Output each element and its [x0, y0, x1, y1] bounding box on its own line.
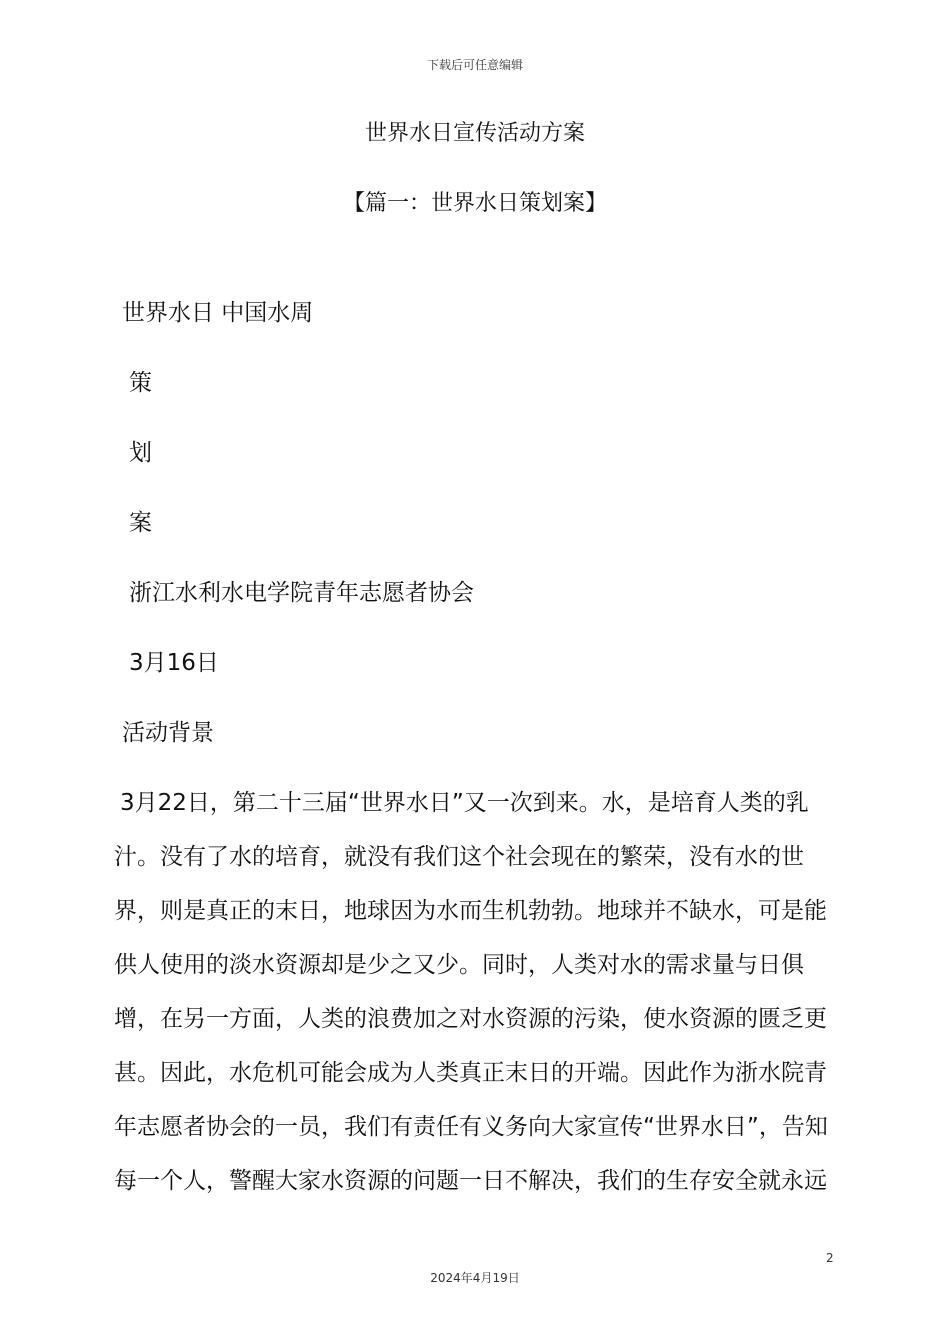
organization-name: 浙江水利水电学院青年志愿者协会 — [129, 580, 474, 606]
paragraph-line: 增，在另一方面，人类的浪费加之对水资源的污染，使水资源的匮乏更 — [114, 1006, 827, 1032]
paragraph-line: 供人使用的淡水资源却是少之又少。同时，人类对水的需求量与日俱 — [114, 952, 804, 978]
heading-char: 策 — [129, 370, 152, 396]
paragraph-line: 甚。因此，水危机可能会成为人类真正末日的开端。因此作为浙水院青 — [114, 1060, 827, 1086]
page-number: 2 — [826, 1251, 834, 1265]
footer-date: 2024年4月19日 — [430, 1271, 520, 1285]
paragraph-line: 界，则是真正的末日，地球因为水而生机勃勃。地球并不缺水，可是能 — [114, 898, 827, 924]
heading-line: 世界水日 中国水周 — [122, 300, 314, 326]
paragraph-line: 汁。没有了水的培育，就没有我们这个社会现在的繁荣，没有水的世 — [114, 844, 804, 870]
document-title: 世界水日宣传活动方案 — [364, 121, 585, 146]
document-date: 3月16日 — [129, 650, 219, 676]
section-heading: 活动背景 — [122, 720, 214, 746]
paragraph-line: 3月22日，第二十三届“世界水日”又一次到来。水，是培育人类的乳 — [120, 790, 809, 816]
paragraph-line: 每一个人，警醒大家水资源的问题一日不解决，我们的生存安全就永远 — [114, 1168, 827, 1194]
paragraph-line: 年志愿者协会的一员，我们有责任有义务向大家宣传“世界水日”，告知 — [114, 1114, 828, 1140]
heading-char: 划 — [129, 440, 152, 466]
document-subtitle: 【篇一：世界水日策划案】 — [342, 191, 607, 216]
heading-char: 案 — [129, 510, 152, 536]
page-header: 下载后可任意编辑 — [426, 58, 523, 72]
